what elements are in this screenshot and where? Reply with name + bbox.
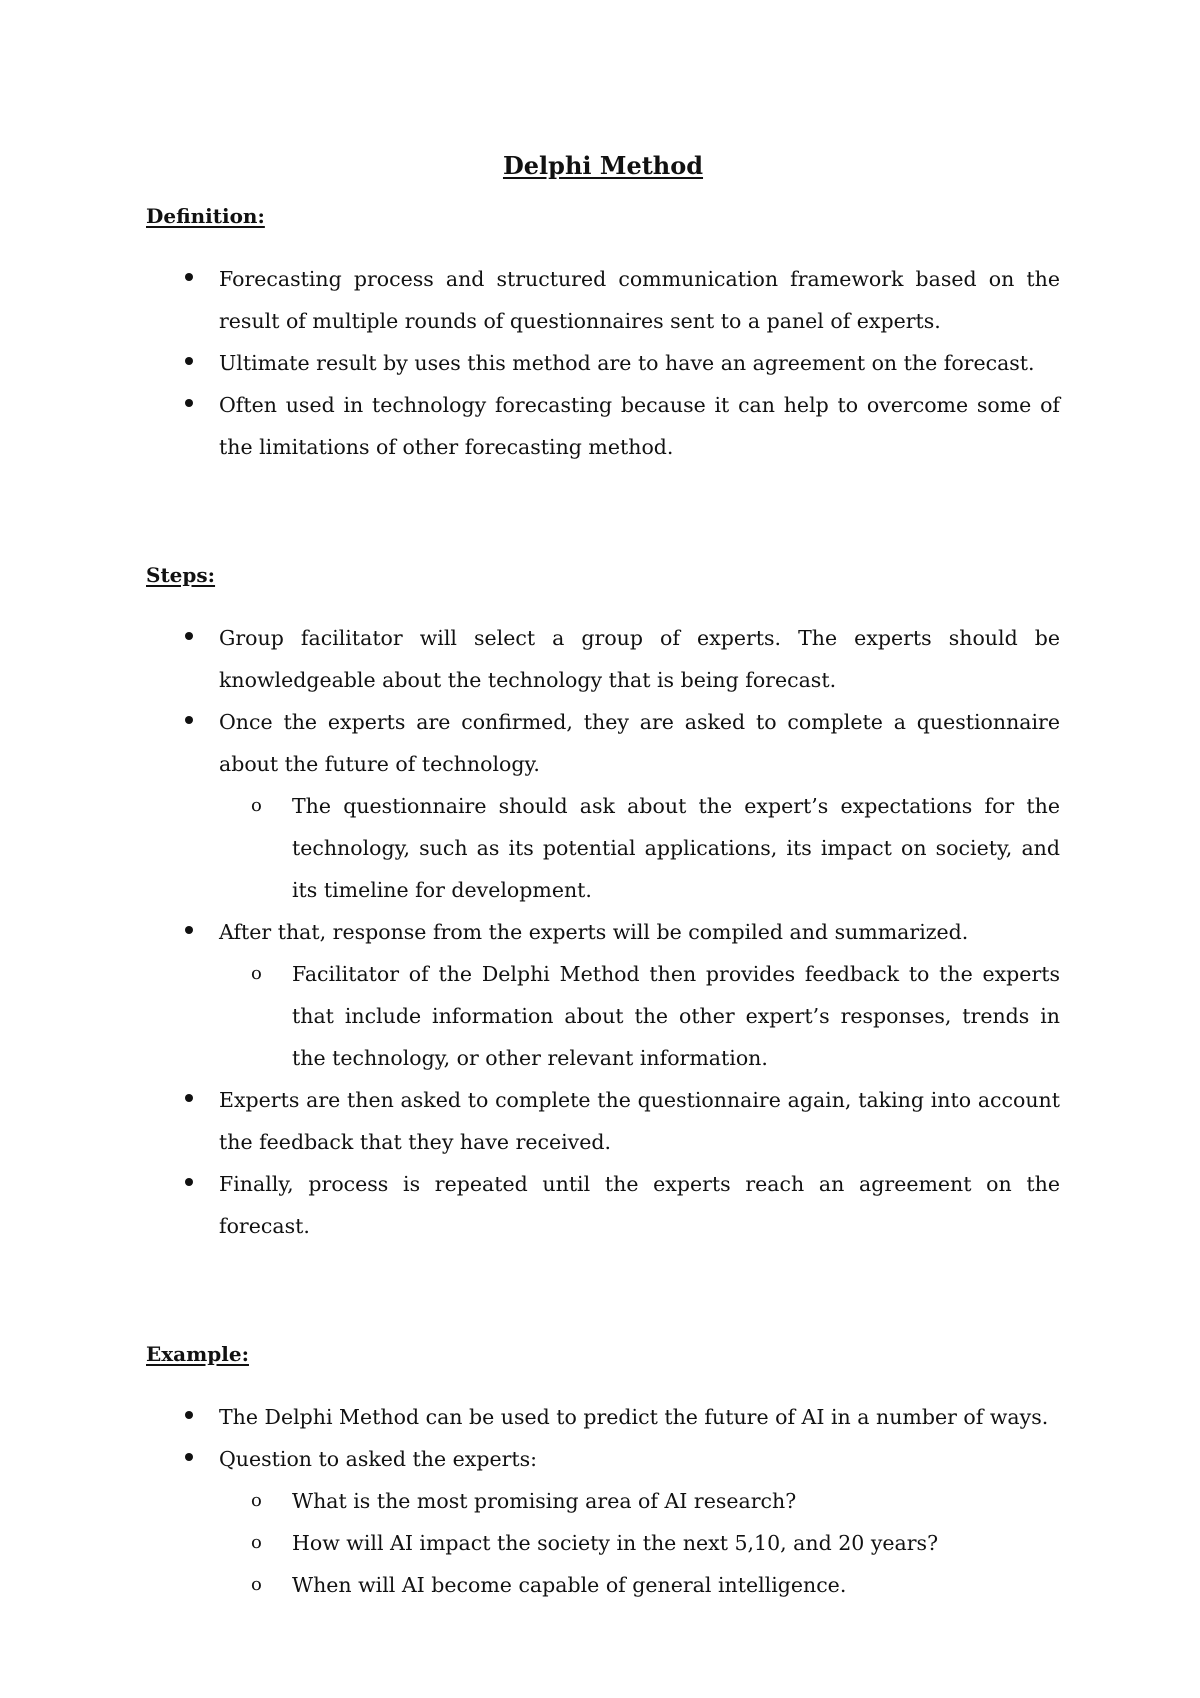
bullet-dot-icon xyxy=(185,273,193,281)
bullet-dot-icon xyxy=(185,926,193,934)
section-steps xyxy=(146,561,1060,1247)
list-item: Forecasting process and structured communication framework based on the result of multiple rounds of questionnaires sent to a panel of experts. xyxy=(146,258,1060,342)
section-definition xyxy=(146,202,1060,468)
bullet-circle-icon: o xyxy=(251,1532,262,1553)
sub-list xyxy=(219,785,1060,911)
bullet-circle-icon: o xyxy=(251,795,262,816)
list-item: After that, response from the experts will be compiled and summarized. o Facilitator of the Delphi Method then provides feedback to the experts that include information about the other expert’s responses, trends in the technology, or other relevant information. xyxy=(146,911,1060,1079)
list-item: Often used in technology forecasting because it can help to overcome some of the limitations of other forecasting method. xyxy=(146,384,1060,468)
bullet-dot-icon xyxy=(185,1453,193,1461)
list-item: The Delphi Method can be used to predict the future of AI in a number of ways. xyxy=(146,1396,1060,1438)
section-heading-steps: Steps: xyxy=(146,563,216,587)
sub-list-item: o How will AI impact the society in the next 5,10, and 20 years? xyxy=(219,1522,1060,1564)
bullet-dot-icon xyxy=(185,632,193,640)
list-item: Once the experts are confirmed, they are asked to complete a questionnaire about the future of technology. o The questionnaire should ask about the expert’s expectations for the technology, such as its potential applications, its impact on society, and its timeline for development. xyxy=(146,701,1060,911)
sub-list-item: o Facilitator of the Delphi Method then provides feedback to the experts that include information about the other expert’s responses, trends in the technology, or other relevant information. xyxy=(219,953,1060,1079)
steps-list xyxy=(146,617,1060,1247)
list-item: Finally, process is repeated until the experts reach an agreement on the forecast. xyxy=(146,1163,1060,1247)
list-item: Experts are then asked to complete the questionnaire again, taking into account the feedback that they have received. xyxy=(146,1079,1060,1163)
list-item: Group facilitator will select a group of experts. The experts should be knowledgeable about the technology that is being forecast. xyxy=(146,617,1060,701)
bullet-circle-icon: o xyxy=(251,1490,262,1511)
document-page xyxy=(146,140,1060,1606)
bullet-dot-icon xyxy=(185,716,193,724)
bullet-circle-icon: o xyxy=(251,963,262,984)
sub-list-item: o What is the most promising area of AI research? xyxy=(219,1480,1060,1522)
sub-list-item: o The questionnaire should ask about the expert’s expectations for the technology, such as its potential applications, its impact on society, and its timeline for development. xyxy=(219,785,1060,911)
sub-list-item: o When will AI become capable of general intelligence. xyxy=(219,1564,1060,1606)
example-list xyxy=(146,1396,1060,1606)
bullet-dot-icon xyxy=(185,1411,193,1419)
sub-list xyxy=(219,1480,1060,1606)
bullet-dot-icon xyxy=(185,1094,193,1102)
bullet-dot-icon xyxy=(185,1178,193,1186)
definition-list xyxy=(146,258,1060,468)
list-item: Question to asked the experts: o What is the most promising area of AI research? o How will AI impact the society in the next 5,10, and 20 years? o When will AI become capable of general intelligence. xyxy=(146,1438,1060,1606)
list-item: Ultimate result by uses this method are to have an agreement on the forecast. xyxy=(146,342,1060,384)
bullet-circle-icon: o xyxy=(251,1574,262,1595)
page-title: Delphi Method xyxy=(502,151,704,180)
sub-list xyxy=(219,953,1060,1079)
bullet-dot-icon xyxy=(185,357,193,365)
section-example xyxy=(146,1340,1060,1606)
section-heading-example: Example: xyxy=(146,1342,249,1366)
section-heading-definition: Definition: xyxy=(146,204,265,228)
bullet-dot-icon xyxy=(185,399,193,407)
